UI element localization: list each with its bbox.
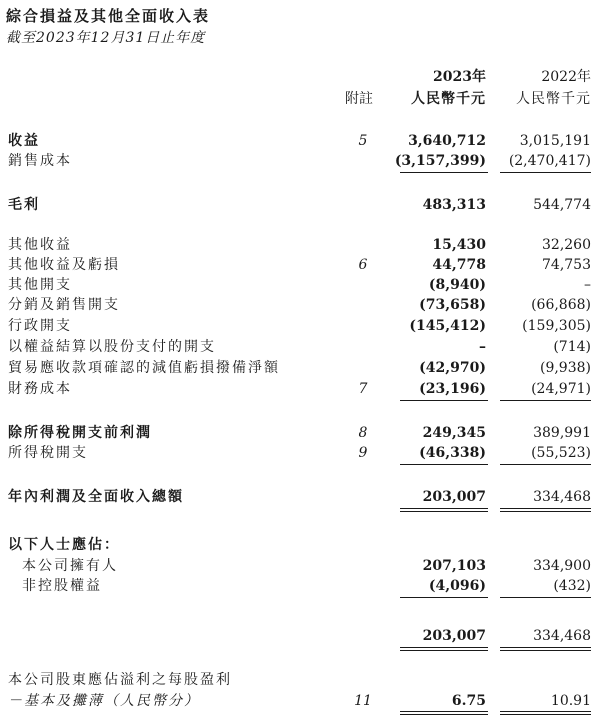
row-note: 8	[358, 425, 368, 441]
header-note: 附註	[345, 91, 373, 107]
row-note: 5	[358, 133, 368, 149]
value-2022: (24,971)	[531, 381, 591, 397]
row-label: 其他開支	[8, 277, 72, 293]
value-2023: (8,940)	[428, 277, 486, 293]
header-unit-2023: 人民幣千元	[411, 91, 486, 107]
row-attributable-to	[0, 535, 597, 555]
row-eps-basic-diluted	[0, 691, 597, 711]
value-2023: 3,640,712	[408, 133, 486, 149]
underline-2022	[500, 172, 591, 173]
row-non-controlling-interests	[0, 576, 597, 596]
double-underline-2023-top	[400, 508, 488, 509]
double-underline-2022-bottom	[500, 650, 591, 651]
double-underline-2023-top	[400, 647, 488, 648]
double-underline-2023-top	[400, 711, 488, 712]
value-2023: (73,658)	[419, 297, 486, 313]
value-2022: 334,468	[533, 628, 591, 644]
row-revenue	[0, 131, 597, 151]
row-label: 年內利潤及全面收入總額	[8, 489, 184, 505]
double-underline-2022-top	[500, 711, 591, 712]
row-other-gains-losses	[0, 255, 597, 275]
value-2022: –	[584, 277, 591, 293]
value-2023: 6.75	[451, 693, 486, 709]
underline-2023	[400, 597, 488, 598]
row-impairment-allowance	[0, 358, 597, 378]
row-label: －基本及攤薄（人民幣分）	[8, 693, 200, 709]
value-2023: (145,412)	[409, 318, 486, 334]
value-2022: (9,938)	[539, 360, 591, 376]
double-underline-2022-top	[500, 508, 591, 509]
double-underline-2022-bottom	[500, 714, 591, 715]
row-eps-heading	[0, 670, 597, 690]
value-2022: 74,753	[542, 257, 591, 273]
value-2023: 249,345	[422, 425, 486, 441]
double-underline-2022-top	[500, 647, 591, 648]
value-2022: (2,470,417)	[508, 153, 591, 169]
row-administrative-expenses	[0, 316, 597, 336]
header-unit-2022: 人民幣千元	[516, 91, 591, 107]
value-2022: 334,468	[533, 489, 591, 505]
row-label: 其他收益	[8, 237, 72, 253]
double-underline-2023-bottom	[400, 650, 488, 651]
value-2023: (23,196)	[419, 381, 486, 397]
row-label: 本公司股東應佔溢利之每股盈利	[8, 672, 232, 688]
row-cost-of-sales	[0, 151, 597, 171]
double-underline-2023-bottom	[400, 511, 488, 512]
row-note: 9	[358, 445, 368, 461]
statement-period: 截至2023年12月31日止年度	[6, 30, 206, 46]
row-label: 以下人士應佔：	[8, 537, 120, 553]
value-2022: (66,868)	[531, 297, 591, 313]
row-profit-before-tax	[0, 423, 597, 443]
value-2023: –	[479, 339, 486, 355]
underline-2023	[400, 172, 488, 173]
value-2023: (4,096)	[428, 578, 486, 594]
underline-2022	[500, 400, 591, 401]
underline-2023	[400, 400, 488, 401]
row-note: 6	[358, 257, 368, 273]
row-label: 非控股權益	[22, 578, 102, 594]
row-label: 除所得稅開支前利潤	[8, 425, 152, 441]
value-2022: 544,774	[533, 197, 591, 213]
row-gross-profit	[0, 195, 597, 215]
value-2023: (46,338)	[419, 445, 486, 461]
row-other-income	[0, 235, 597, 255]
value-2022: 32,260	[542, 237, 591, 253]
statement-title: 綜合損益及其他全面收入表	[6, 7, 211, 25]
value-2022: (714)	[553, 339, 591, 355]
header-year-2023: 2023年	[433, 69, 486, 85]
value-2023: (3,157,399)	[394, 153, 486, 169]
row-owners-of-company	[0, 556, 597, 576]
row-label: 貿易應收款項確認的減值虧損撥備淨額	[8, 360, 280, 376]
row-attributable-total	[0, 626, 597, 646]
double-underline-2023-bottom	[400, 714, 488, 715]
row-label: 行政開支	[8, 318, 72, 334]
value-2022: (55,523)	[531, 445, 591, 461]
row-share-based-payment	[0, 337, 597, 357]
row-note: 11	[354, 693, 372, 709]
value-2022: 334,900	[533, 558, 591, 574]
value-2023: 207,103	[422, 558, 486, 574]
value-2023: 44,778	[432, 257, 486, 273]
row-label: 財務成本	[8, 381, 72, 397]
value-2023: 203,007	[422, 489, 486, 505]
row-label: 毛利	[8, 197, 40, 213]
value-2023: 15,430	[432, 237, 486, 253]
value-2022: (432)	[553, 578, 591, 594]
underline-2022	[500, 464, 591, 465]
row-total-comprehensive-income	[0, 487, 597, 507]
value-2022: 389,991	[533, 425, 591, 441]
row-label: 以權益結算以股份支付的開支	[8, 339, 216, 355]
value-2023: 483,313	[422, 197, 486, 213]
row-label: 分銷及銷售開支	[8, 297, 120, 313]
row-label: 所得稅開支	[8, 445, 88, 461]
row-label: 其他收益及虧損	[8, 257, 120, 273]
underline-2023	[400, 464, 488, 465]
row-label: 本公司擁有人	[22, 558, 118, 574]
row-finance-costs	[0, 379, 597, 399]
row-note: 7	[358, 381, 368, 397]
value-2022: (159,305)	[522, 318, 591, 334]
header-year-2022: 2022年	[541, 69, 591, 85]
value-2023: (42,970)	[419, 360, 486, 376]
row-income-tax	[0, 443, 597, 463]
row-label: 收益	[8, 133, 40, 149]
row-other-expenses	[0, 275, 597, 295]
underline-2022	[500, 597, 591, 598]
value-2022: 3,015,191	[519, 133, 591, 149]
value-2022: 10.91	[550, 693, 591, 709]
double-underline-2022-bottom	[500, 511, 591, 512]
value-2023: 203,007	[422, 628, 486, 644]
row-label: 銷售成本	[8, 153, 72, 169]
row-distribution-expenses	[0, 295, 597, 315]
